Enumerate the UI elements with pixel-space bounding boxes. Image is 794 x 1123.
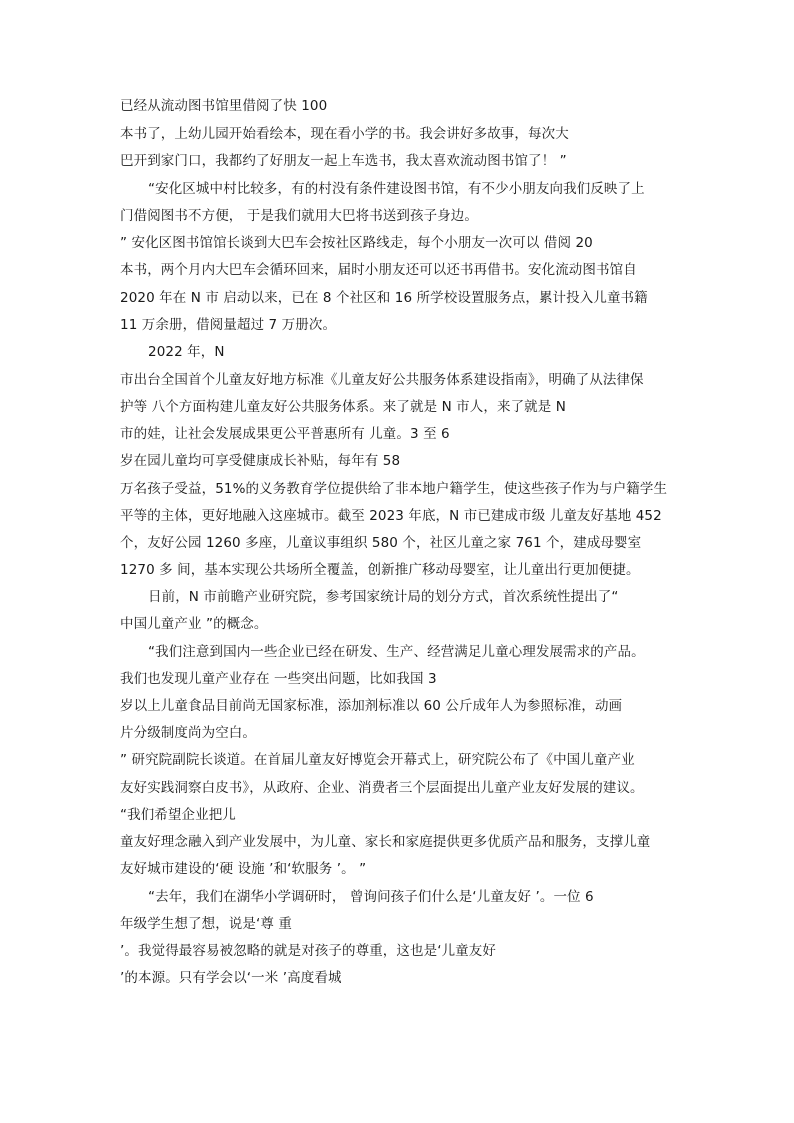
text-line: 友好城市建设的‘硬 设施 ’和‘软服务 ’。 ” [120, 861, 367, 877]
text-line: 市出台全国首个儿童友好地方标准《儿童友好公共服务体系建设指南》，明确了从法律保 [120, 372, 644, 388]
text-line: 万名孩子受益，51%的义务教育学位提供给了非本地户籍学生，使这些孩子作为与户籍学生 [120, 481, 668, 497]
text-line: 11 万余册，借阅量超过 7 万册次。 [120, 317, 337, 333]
text-line: 友好实践洞察白皮书》，从政府、企业、消费者三个层面提出儿童产业友好发展的建议。 [120, 780, 644, 796]
text-line: 中国儿童产业 ”的概念。 [120, 616, 268, 632]
text-line: 岁以上儿童食品目前尚无国家标准，添加剂标准以 60 公斤成年人为参照标准，动画 [120, 698, 623, 714]
text-line: ’。我觉得最容易被忽略的就是对孩子的尊重，这也是‘儿童友好 [120, 943, 496, 959]
text-line: 护等 八个方面构建儿童友好公共服务体系。来了就是 N 市人，来了就是 N [120, 399, 566, 415]
text-line: 市的娃，让社会发展成果更公平普惠所有 儿童。3 至 6 [120, 426, 450, 442]
text-line: 我们也发现儿童产业存在 一些突出问题，比如我国 3 [120, 671, 437, 687]
text-line: “我们希望企业把儿 [120, 807, 236, 823]
text-line: 童友好理念融入到产业发展中，为儿童、家长和家庭提供更多优质产品和服务，支撑儿童 [120, 834, 651, 850]
text-line: ” 安化区图书馆馆长谈到大巴车会按社区路线走，每个小朋友一次可以 借阅 20 [120, 235, 593, 251]
text-line: ’的本源。只有学会以‘一米 ’高度看城 [120, 970, 342, 986]
text-line: “去年，我们在湖华小学调研时， 曾询问孩子们什么是‘儿童友好 ’。一位 6 [148, 889, 594, 905]
text-line: “安化区城中村比较多，有的村没有条件建设图书馆，有不少小朋友向我们反映了上 [148, 181, 645, 197]
text-line: ” 研究院副院长谈道。在首届儿童友好博览会开幕式上，研究院公布了《中国儿童产业 [120, 752, 635, 768]
text-line: 岁在园儿童均可享受健康成长补贴，每年有 58 [120, 453, 401, 469]
text-line: 2022 年，N [148, 344, 225, 360]
text-line: 巴开到家门口，我都约了好朋友一起上车选书，我太喜欢流动图书馆了！ ” [120, 153, 567, 169]
text-line: 本书，两个月内大巴车会循环回来，届时小朋友还可以还书再借书。安化流动图书馆自 [120, 262, 637, 278]
text-line: 门借阅图书不方便， 于是我们就用大巴将书送到孩子身边。 [120, 208, 478, 224]
text-line: 平等的主体，更好地融入这座城市。截至 2023 年底，N 市已建成市级 儿童友好基地 452 [120, 508, 662, 524]
text-line: 本书了，上幼儿园开始看绘本，现在看小学的书。我会讲好多故事，每次大 [120, 126, 569, 142]
text-line: “我们注意到国内一些企业已经在研发、生产、经营满足儿童心理发展需求的产品。 [148, 644, 645, 660]
text-line: 年级学生想了想，说是‘尊 重 [120, 916, 292, 932]
text-line: 片分级制度尚为空白。 [120, 725, 256, 741]
text-line: 2020 年在 N 市 启动以来，已在 8 个社区和 16 所学校设置服务点，累计投入儿童书籍 [120, 290, 648, 306]
text-line: 1270 多 间，基本实现公共场所全覆盖，创新推广移动母婴室，让儿童出行更加便捷。 [120, 562, 640, 578]
text-line: 已经从流动图书馆里借阅了快 100 [120, 98, 328, 114]
text-line: 个，友好公园 1260 多座，儿童议事组织 580 个，社区儿童之家 761 个，建成母婴室 [120, 535, 642, 551]
text-line: 日前，N 市前瞻产业研究院，参考国家统计局的划分方式，首次系统性提出了“ [148, 589, 619, 605]
